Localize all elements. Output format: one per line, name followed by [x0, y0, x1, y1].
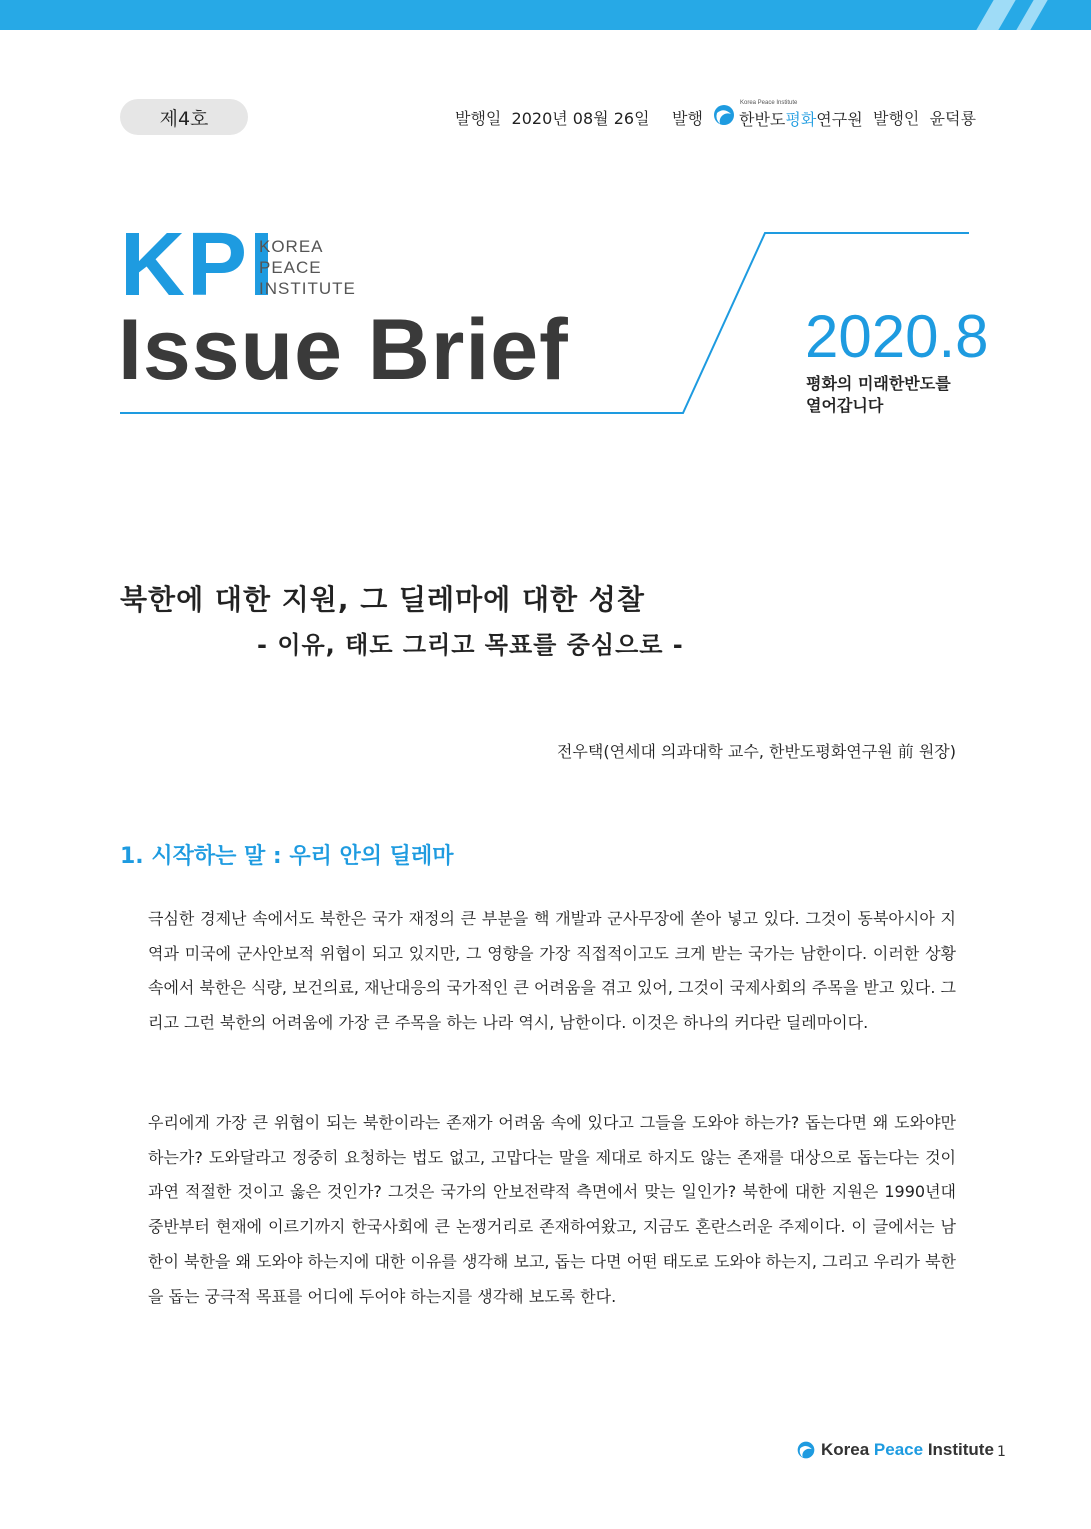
edition-date: 2020.8 [805, 303, 989, 370]
article-title: 북한에 대한 지원, 그 딜레마에 대한 성찰 [120, 583, 645, 616]
author-line: 전우택(연세대 의과대학 교수, 한반도평화연구원 前 원장) [556, 742, 956, 761]
kpi-sub-line: INSTITUTE [259, 279, 356, 298]
footer-logo-c: Institute [923, 1440, 994, 1459]
tagline [806, 373, 951, 417]
footer-logo-b: Peace [873, 1440, 924, 1459]
publisher-name-a: 한반도 [739, 110, 786, 129]
issuer-label: 발행인 [873, 109, 920, 128]
kpi-logo: KPI [120, 215, 277, 315]
pub-date-value: 2020년 08월 26일 [511, 109, 650, 128]
publisher-name-b: 평화 [785, 110, 817, 129]
pub-date-label: 발행일 [455, 109, 502, 128]
tagline-line: 평화의 미래한반도를 [806, 374, 951, 393]
body-paragraph: 극심한 경제난 속에서도 북한은 국가 재정의 큰 부분을 핵 개발과 군사무장에 쏟아 넣고 있다. 그것이 동북아시아 지역과 미국에 군사안보적 위협이 되고 있지만, 그 영향을 가장 직접적이고도 크게 받는 국가는 남한이다. 이러한 상황 속에서 북한은 식량, 보건의료, 재난대응의 국가적인 큰 어려움을 겪고 있어, 그것이 국제사회의 주목을 받고 있다. 그리고 그런 북한의 어려움에 가장 큰 주목을 하는 나라 역시, 남한이다. 이것은 하나의 커다란 딜레마이다. [148, 909, 956, 1033]
issue-number-badge: 제4호 [120, 99, 248, 135]
publisher-small-caption: Korea Peace Institute [740, 100, 798, 106]
kpi-sub-line: PEACE [259, 258, 322, 277]
body-paragraph: 우리에게 가장 큰 위협이 되는 북한이라는 존재가 어려움 속에 있다고 그들을 도와야 하는가? 돕는다면 왜 도와야만 하는가? 도와달라고 정중히 요청하는 법도 없고, 고맙다는 말을 제대로 하지도 않는 존재를 대상으로 돕는다는 것이 과연 적절한 것이고 옳은 것인가? 그것은 국가의 안보전략적 측면에서 맞는 일인가? 북한에 대한 지원은 1990년대 중반부터 현재에 이르기까지 한국사회에 큰 논쟁거리로 존재하여왔고, 지금도 혼란스러운 주제이다. 이 글에서는 남한이 북한을 왜 도와야 하는지에 대한 이유를 생각해 보고, 돕는 다면 어떤 태도로 도와야 하는지, 그리고 우리가 북한을 돕는 궁극적 목표를 어디에 두어야 하는지를 생각해 보도록 한다. [148, 1113, 956, 1306]
footer-logo [796, 1440, 994, 1460]
page-number: 1 [997, 1444, 1006, 1460]
issuer-name: 윤덕룡 [929, 109, 976, 128]
series-title: Issue Brief [118, 302, 569, 398]
tagline-line: 열어갑니다 [806, 396, 884, 415]
footer-logo-a: Korea [821, 1440, 874, 1459]
article-subtitle: - 이유, 태도 그리고 목표를 중심으로 - [257, 631, 684, 659]
publisher-label: 발행 [672, 109, 703, 128]
section-heading: 1. 시작하는 말 : 우리 안의 딜레마 [120, 844, 454, 869]
kpi-emblem-icon [796, 1440, 816, 1460]
kpi-sub-line: KOREA [259, 237, 324, 256]
publisher-name-c: 연구원 [816, 110, 863, 129]
